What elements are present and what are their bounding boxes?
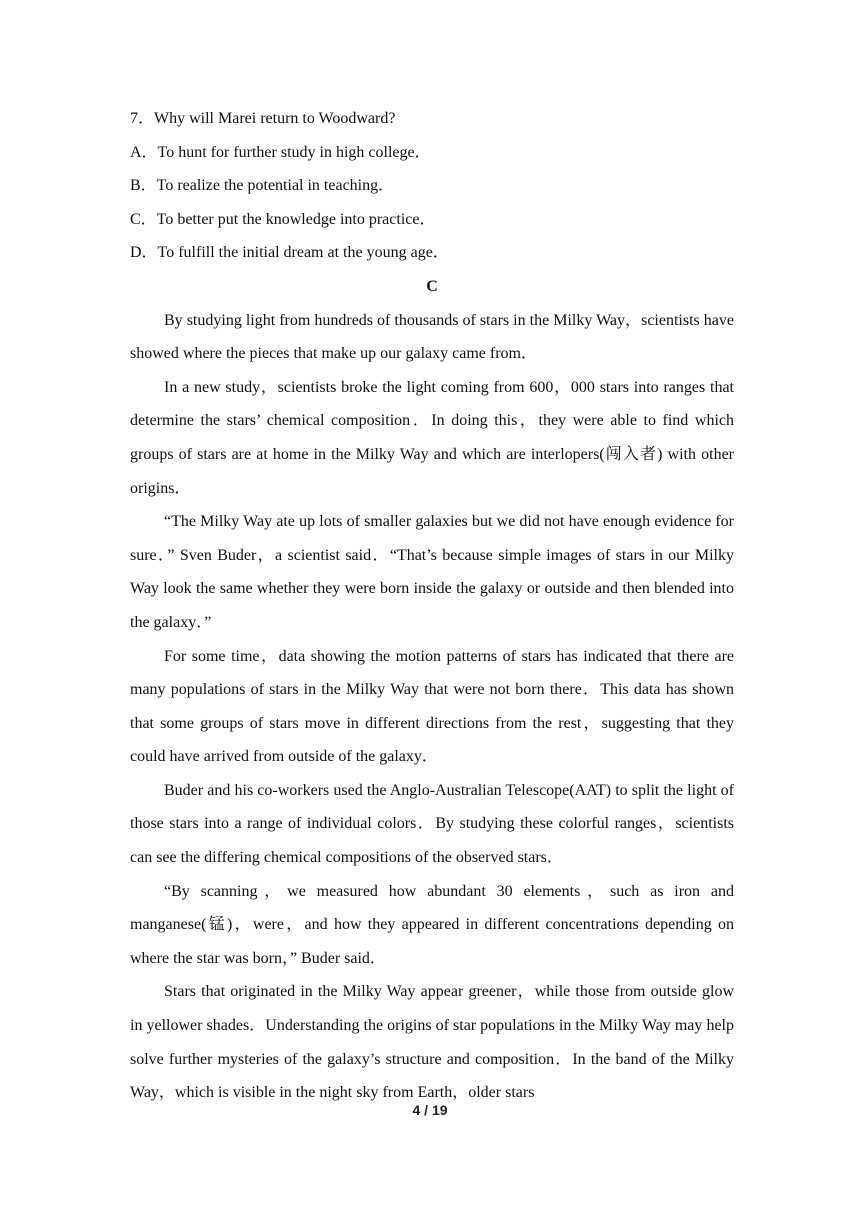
passage-paragraph: By studying light from hundreds of thousands of stars in the Milky Way，scientists have showed where the pieces that make up our galaxy came from． — [130, 311, 734, 363]
option-a: A．To hunt for further study in high college． — [130, 143, 431, 161]
passage — [130, 304, 734, 1110]
question-block — [130, 102, 734, 270]
page-content — [130, 102, 734, 1110]
option-c: C．To better put the knowledge into practice． — [130, 210, 436, 228]
option-d: D．To fulfill the initial dream at the young age． — [130, 244, 449, 262]
passage-paragraph: For some time，data showing the motion patterns of stars has indicated that there are many populations of stars in the Milky Way that were not born there．This data has shown that some groups of stars move in different directions from the rest，suggesting that they could have arrived from outside of the galaxy． — [130, 647, 734, 766]
passage-paragraph: Buder and his co-workers used the Anglo-Australian Telescope(AAT) to split the light of those stars into a range of individual colors．By studying these colorful ranges，scientists can see the differing chemical compositions of the observed stars． — [130, 781, 734, 867]
option-b: B．To realize the potential in teaching． — [130, 177, 395, 195]
section-title: C — [426, 277, 438, 295]
passage-paragraph: Stars that originated in the Milky Way appear greener，while those from outside glow in yellower shades．Understanding the origins of star populations in the Milky Way may help solve further mysteries of the galaxy’s structure and composition．In the band of the Milky Way，which is visible in the night sky from Earth，older stars — [130, 983, 734, 1102]
passage-paragraph: “The Milky Way ate up lots of smaller galaxies but we did not have enough evidence for sure．” Sven Buder，a scientist said．“That’s because simple images of stars in our Milky Way look the same whether they were born inside the galaxy or outside and then blended into the galaxy．” — [130, 513, 734, 631]
passage-paragraph: “By scanning，we measured how abundant 30 elements，such as iron and manganese(锰)，were，and how they appeared in different concentrations depending on where the star was born，” Buder said． — [130, 882, 734, 967]
question-stem: 7．Why will Marei return to Woodward? — [130, 110, 396, 127]
passage-paragraph: In a new study，scientists broke the light coming from 600，000 stars into ranges that determine the stars’ chemical composition．In doing this，they were able to find which groups of stars are at home in the Milky Way and which are interlopers(闯入者) with other origins． — [130, 378, 734, 497]
page-number: 4 / 19 — [412, 1102, 448, 1118]
